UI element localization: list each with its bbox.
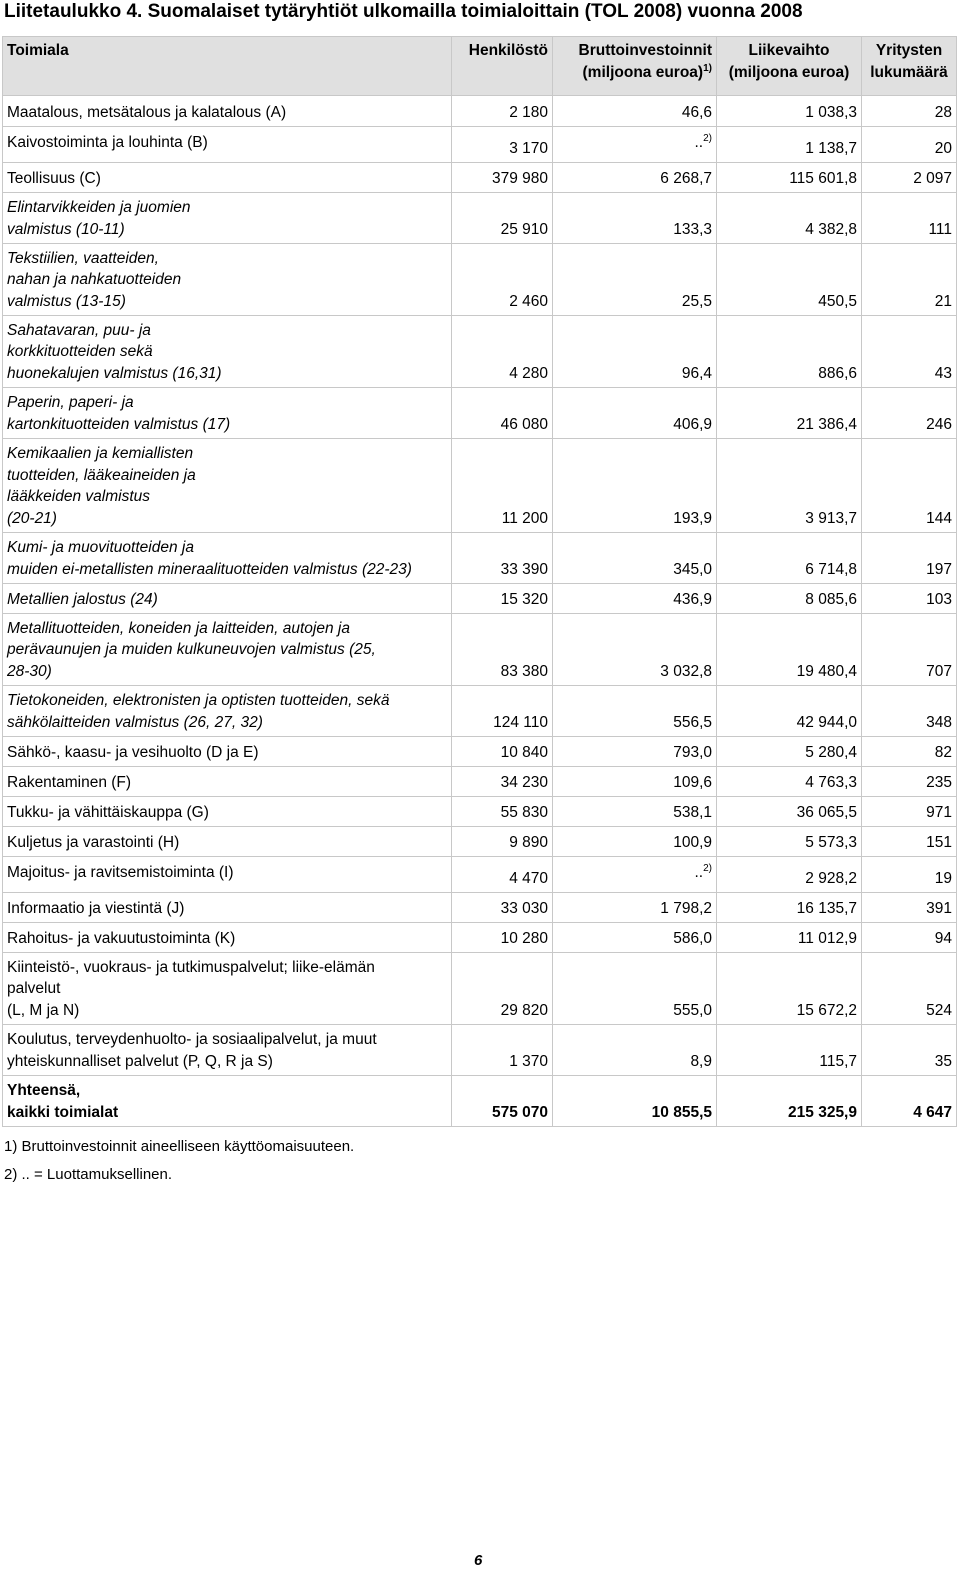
cell-toimiala: Sahatavaran, puu- ja korkkituotteiden sekä huonekalujen valmistus (16,31) [3,316,452,388]
cell-liikevaihto: 6 714,8 [717,533,862,584]
cell-toimiala: Metallien jalostus (24) [3,584,452,614]
footnote-1: 1) Bruttoinvestoinnit aineelliseen käyttöomaisuuteen. [4,1138,355,1155]
header-liikevaihto: Liikevaihto (miljoona euroa) [717,37,862,96]
table-header-row [3,37,957,96]
cell-yritysten-lukumaara: 391 [862,893,957,923]
cell-henkilosto: 4 280 [452,316,553,388]
cell-toimiala: Sähkö-, kaasu- ja vesihuolto (D ja E) [3,737,452,767]
cell-liikevaihto: 21 386,4 [717,388,862,439]
cell-bruttoinvestoinnit: 10 855,5 [553,1076,717,1127]
cell-yritysten-lukumaara: 2 097 [862,163,957,193]
cell-yritysten-lukumaara: 524 [862,953,957,1025]
cell-henkilosto: 46 080 [452,388,553,439]
table-row [3,96,957,127]
table-row [3,767,957,797]
cell-liikevaihto: 8 085,6 [717,584,862,614]
cell-henkilosto: 55 830 [452,797,553,827]
cell-toimiala: Informaatio ja viestintä (J) [3,893,452,923]
cell-yritysten-lukumaara: 197 [862,533,957,584]
header-yritysten-lukumaara: Yritysten lukumäärä [862,37,957,96]
cell-bruttoinvestoinnit: 46,6 [553,96,717,127]
table-row [3,388,957,439]
table-row [3,827,957,857]
table-row [3,614,957,686]
cell-liikevaihto: 19 480,4 [717,614,862,686]
cell-henkilosto: 10 840 [452,737,553,767]
cell-bruttoinvestoinnit: 586,0 [553,923,717,953]
header-toimiala: Toimiala [3,37,452,96]
cell-toimiala: Kumi- ja muovituotteiden ja muiden ei-metallisten mineraalituotteiden valmistus (22-23) [3,533,452,584]
data-table [2,36,957,1127]
cell-henkilosto: 575 070 [452,1076,553,1127]
cell-yritysten-lukumaara: 235 [862,767,957,797]
cell-liikevaihto: 450,5 [717,244,862,316]
table-row [3,1025,957,1076]
cell-henkilosto: 2 460 [452,244,553,316]
cell-yritysten-lukumaara: 94 [862,923,957,953]
cell-liikevaihto: 42 944,0 [717,686,862,737]
cell-henkilosto: 124 110 [452,686,553,737]
cell-yritysten-lukumaara: 151 [862,827,957,857]
table-row [3,244,957,316]
cell-yritysten-lukumaara: 246 [862,388,957,439]
cell-toimiala: Maatalous, metsätalous ja kalatalous (A) [3,96,452,127]
cell-liikevaihto: 3 913,7 [717,439,862,533]
table-row [3,737,957,767]
cell-bruttoinvestoinnit: 556,5 [553,686,717,737]
cell-liikevaihto: 215 325,9 [717,1076,862,1127]
cell-henkilosto: 29 820 [452,953,553,1025]
header-bruttoinvestoinnit: Bruttoinvestoinnit (miljoona euroa)$^{1)}$ [553,37,717,96]
cell-henkilosto: 9 890 [452,827,553,857]
table-row [3,439,957,533]
cell-bruttoinvestoinnit: 8,9 [553,1025,717,1076]
cell-toimiala: Kuljetus ja varastointi (H) [3,827,452,857]
table-row [3,127,957,163]
table-row [3,797,957,827]
footnote-2: 2) .. = Luottamuksellinen. [4,1166,173,1183]
cell-yritysten-lukumaara: 21 [862,244,957,316]
table-row [3,686,957,737]
table-row [3,953,957,1025]
cell-yritysten-lukumaara: 971 [862,797,957,827]
cell-liikevaihto: 36 065,5 [717,797,862,827]
cell-toimiala: Kaivostoiminta ja louhinta (B) [3,127,452,163]
cell-yritysten-lukumaara: 19 [862,857,957,893]
cell-bruttoinvestoinnit: ..$^{2)}$ [553,857,717,893]
table-row [3,1076,957,1127]
cell-yritysten-lukumaara: 43 [862,316,957,388]
cell-henkilosto: 3 170 [452,127,553,163]
table-row [3,163,957,193]
cell-bruttoinvestoinnit: 25,5 [553,244,717,316]
cell-henkilosto: 1 370 [452,1025,553,1076]
table-row [3,316,957,388]
cell-toimiala: Majoitus- ja ravitsemistoiminta (I) [3,857,452,893]
cell-henkilosto: 34 230 [452,767,553,797]
cell-bruttoinvestoinnit: 345,0 [553,533,717,584]
cell-bruttoinvestoinnit: 538,1 [553,797,717,827]
cell-toimiala: Paperin, paperi- ja kartonkituotteiden valmistus (17) [3,388,452,439]
cell-henkilosto: 2 180 [452,96,553,127]
cell-toimiala: Yhteensä, kaikki toimialat [3,1076,452,1127]
cell-bruttoinvestoinnit: 193,9 [553,439,717,533]
cell-yritysten-lukumaara: 103 [862,584,957,614]
cell-liikevaihto: 16 135,7 [717,893,862,923]
cell-liikevaihto: 1 038,3 [717,96,862,127]
footnote-marker: 2) [703,132,712,144]
cell-toimiala: Rahoitus- ja vakuutustoiminta (K) [3,923,452,953]
cell-bruttoinvestoinnit: 406,9 [553,388,717,439]
table-row [3,893,957,923]
cell-bruttoinvestoinnit: 109,6 [553,767,717,797]
cell-henkilosto: 10 280 [452,923,553,953]
cell-liikevaihto: 2 928,2 [717,857,862,893]
cell-toimiala: Tukku- ja vähittäiskauppa (G) [3,797,452,827]
cell-liikevaihto: 5 280,4 [717,737,862,767]
cell-liikevaihto: 5 573,3 [717,827,862,857]
cell-liikevaihto: 1 138,7 [717,127,862,163]
cell-toimiala: Tietokoneiden, elektronisten ja optisten tuotteiden, sekä sähkölaitteiden valmistus (26, 27, 32) [3,686,452,737]
cell-bruttoinvestoinnit: 6 268,7 [553,163,717,193]
cell-bruttoinvestoinnit: 100,9 [553,827,717,857]
cell-bruttoinvestoinnit: 1 798,2 [553,893,717,923]
cell-henkilosto: 4 470 [452,857,553,893]
cell-yritysten-lukumaara: 348 [862,686,957,737]
cell-liikevaihto: 115,7 [717,1025,862,1076]
cell-bruttoinvestoinnit: 793,0 [553,737,717,767]
cell-henkilosto: 33 030 [452,893,553,923]
cell-liikevaihto: 115 601,8 [717,163,862,193]
cell-yritysten-lukumaara: 144 [862,439,957,533]
cell-yritysten-lukumaara: 82 [862,737,957,767]
cell-yritysten-lukumaara: 111 [862,193,957,244]
cell-henkilosto: 25 910 [452,193,553,244]
cell-bruttoinvestoinnit: 133,3 [553,193,717,244]
cell-toimiala: Koulutus, terveydenhuolto- ja sosiaalipalvelut, ja muut yhteiskunnalliset palvelut (P, Q, R ja S) [3,1025,452,1076]
header-henkilosto: Henkilöstö [452,37,553,96]
cell-toimiala: Teollisuus (C) [3,163,452,193]
cell-bruttoinvestoinnit: 3 032,8 [553,614,717,686]
cell-bruttoinvestoinnit: 436,9 [553,584,717,614]
cell-bruttoinvestoinnit: 96,4 [553,316,717,388]
cell-yritysten-lukumaara: 4 647 [862,1076,957,1127]
cell-toimiala: Rakentaminen (F) [3,767,452,797]
cell-liikevaihto: 4 382,8 [717,193,862,244]
cell-toimiala: Kiinteistö-, vuokraus- ja tutkimuspalvelut; liike-elämän palvelut (L, M ja N) [3,953,452,1025]
cell-bruttoinvestoinnit: ..$^{2)}$ [553,127,717,163]
cell-henkilosto: 11 200 [452,439,553,533]
cell-yritysten-lukumaara: 28 [862,96,957,127]
cell-liikevaihto: 15 672,2 [717,953,862,1025]
cell-toimiala: Elintarvikkeiden ja juomien valmistus (10-11) [3,193,452,244]
table-row [3,584,957,614]
cell-yritysten-lukumaara: 20 [862,127,957,163]
table-row [3,923,957,953]
page-title: Liitetaulukko 4. Suomalaiset tytäryhtiöt ulkomailla toimialoittain (TOL 2008) vuonna 2008 [4,1,803,22]
cell-henkilosto: 33 390 [452,533,553,584]
cell-henkilosto: 15 320 [452,584,553,614]
table-row [3,857,957,893]
cell-bruttoinvestoinnit: 555,0 [553,953,717,1025]
cell-toimiala: Tekstiilien, vaatteiden, nahan ja nahkatuotteiden valmistus (13-15) [3,244,452,316]
table-row [3,193,957,244]
cell-henkilosto: 83 380 [452,614,553,686]
cell-liikevaihto: 4 763,3 [717,767,862,797]
footnote-marker: 2) [703,862,712,874]
cell-yritysten-lukumaara: 707 [862,614,957,686]
table-row [3,533,957,584]
cell-liikevaihto: 11 012,9 [717,923,862,953]
cell-toimiala: Metallituotteiden, koneiden ja laitteiden, autojen ja perävaunujen ja muiden kulkuneuvojen valmistus (25, 28-30) [3,614,452,686]
cell-toimiala: Kemikaalien ja kemiallisten tuotteiden, lääkeaineiden ja lääkkeiden valmistus (20-21) [3,439,452,533]
cell-yritysten-lukumaara: 35 [862,1025,957,1076]
page-number: 6 [474,1552,483,1569]
cell-henkilosto: 379 980 [452,163,553,193]
cell-liikevaihto: 886,6 [717,316,862,388]
